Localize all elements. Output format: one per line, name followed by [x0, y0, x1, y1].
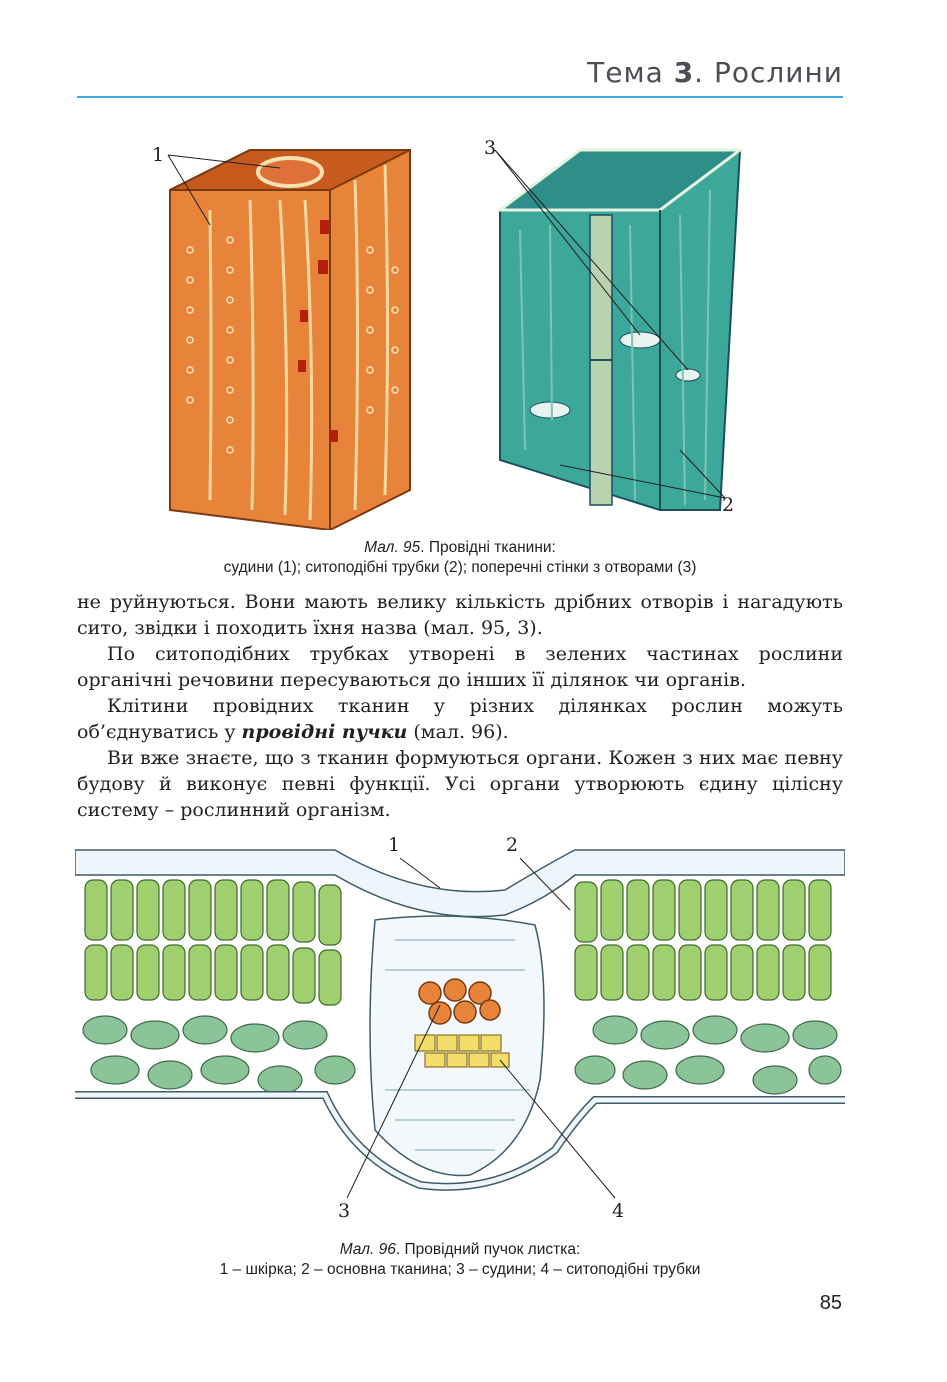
caption-95-lead: Мал. 95: [364, 539, 421, 556]
leaf-cross-section-drawing: [75, 850, 845, 1198]
page-number: 85: [819, 1292, 842, 1314]
figure-96-caption: [77, 1240, 843, 1280]
term-conducting-bundles: провідні пучки: [241, 721, 408, 743]
chapter-prefix: Тема: [587, 56, 664, 89]
fig96-label-2: 2: [506, 834, 519, 856]
caption-96-line1: . Провідний пучок листка:: [395, 1241, 581, 1258]
paragraph-1: не руйнуються. Вони мають велику кількість дрібних отворів і нагадують сито, звідки і походить їхня назва (мал. 95, 3).: [77, 591, 843, 639]
sieve-tube-drawing: [495, 150, 740, 510]
paragraph-2: По ситоподібних трубках утворені в зелених частинах рослини органічні речовини пересуваються до інших її ділянок чи органів.: [77, 643, 843, 691]
body-text: [77, 589, 843, 823]
chapter-topic: Рослини: [713, 56, 843, 89]
caption-95-line1: . Провідні тканини:: [420, 539, 556, 556]
header-rule: [77, 96, 843, 98]
figure-95-caption: [77, 538, 843, 578]
figure-95-illustration: [140, 130, 760, 530]
chapter-number: 3: [673, 56, 695, 89]
fig96-label-3: 3: [338, 1200, 351, 1222]
fig95-label-3: 3: [484, 137, 497, 159]
caption-96-line2: 1 – шкірка; 2 – основна тканина; 3 – судини; 4 – ситоподібні трубки: [219, 1261, 701, 1278]
paragraph-4: Ви вже знаєте, що з тканин формуються органи. Кожен з них має певну будову й виконує певні функції. Усі органи утворюють єдину цілісну систему – рослинний організм.: [77, 747, 843, 821]
chapter-header: Тема 3. Рослини: [587, 56, 843, 89]
fig95-label-2: 2: [722, 494, 735, 516]
caption-96-lead: Мал. 96: [339, 1241, 396, 1258]
fig96-label-1: 1: [388, 834, 401, 856]
caption-95-line2: судини (1); ситоподібні трубки (2); поперечні стінки з отворами (3): [223, 559, 697, 576]
fig96-label-4: 4: [612, 1200, 625, 1222]
vessel-tissue-drawing: [168, 150, 410, 530]
fig95-label-1: 1: [152, 144, 165, 166]
figure-96-illustration: [75, 830, 845, 1225]
paragraph-3: Клітини провідних тканин у різних ділянках рослин можуть об’єднуватись у провідні пучки (мал. 96).: [77, 695, 843, 743]
